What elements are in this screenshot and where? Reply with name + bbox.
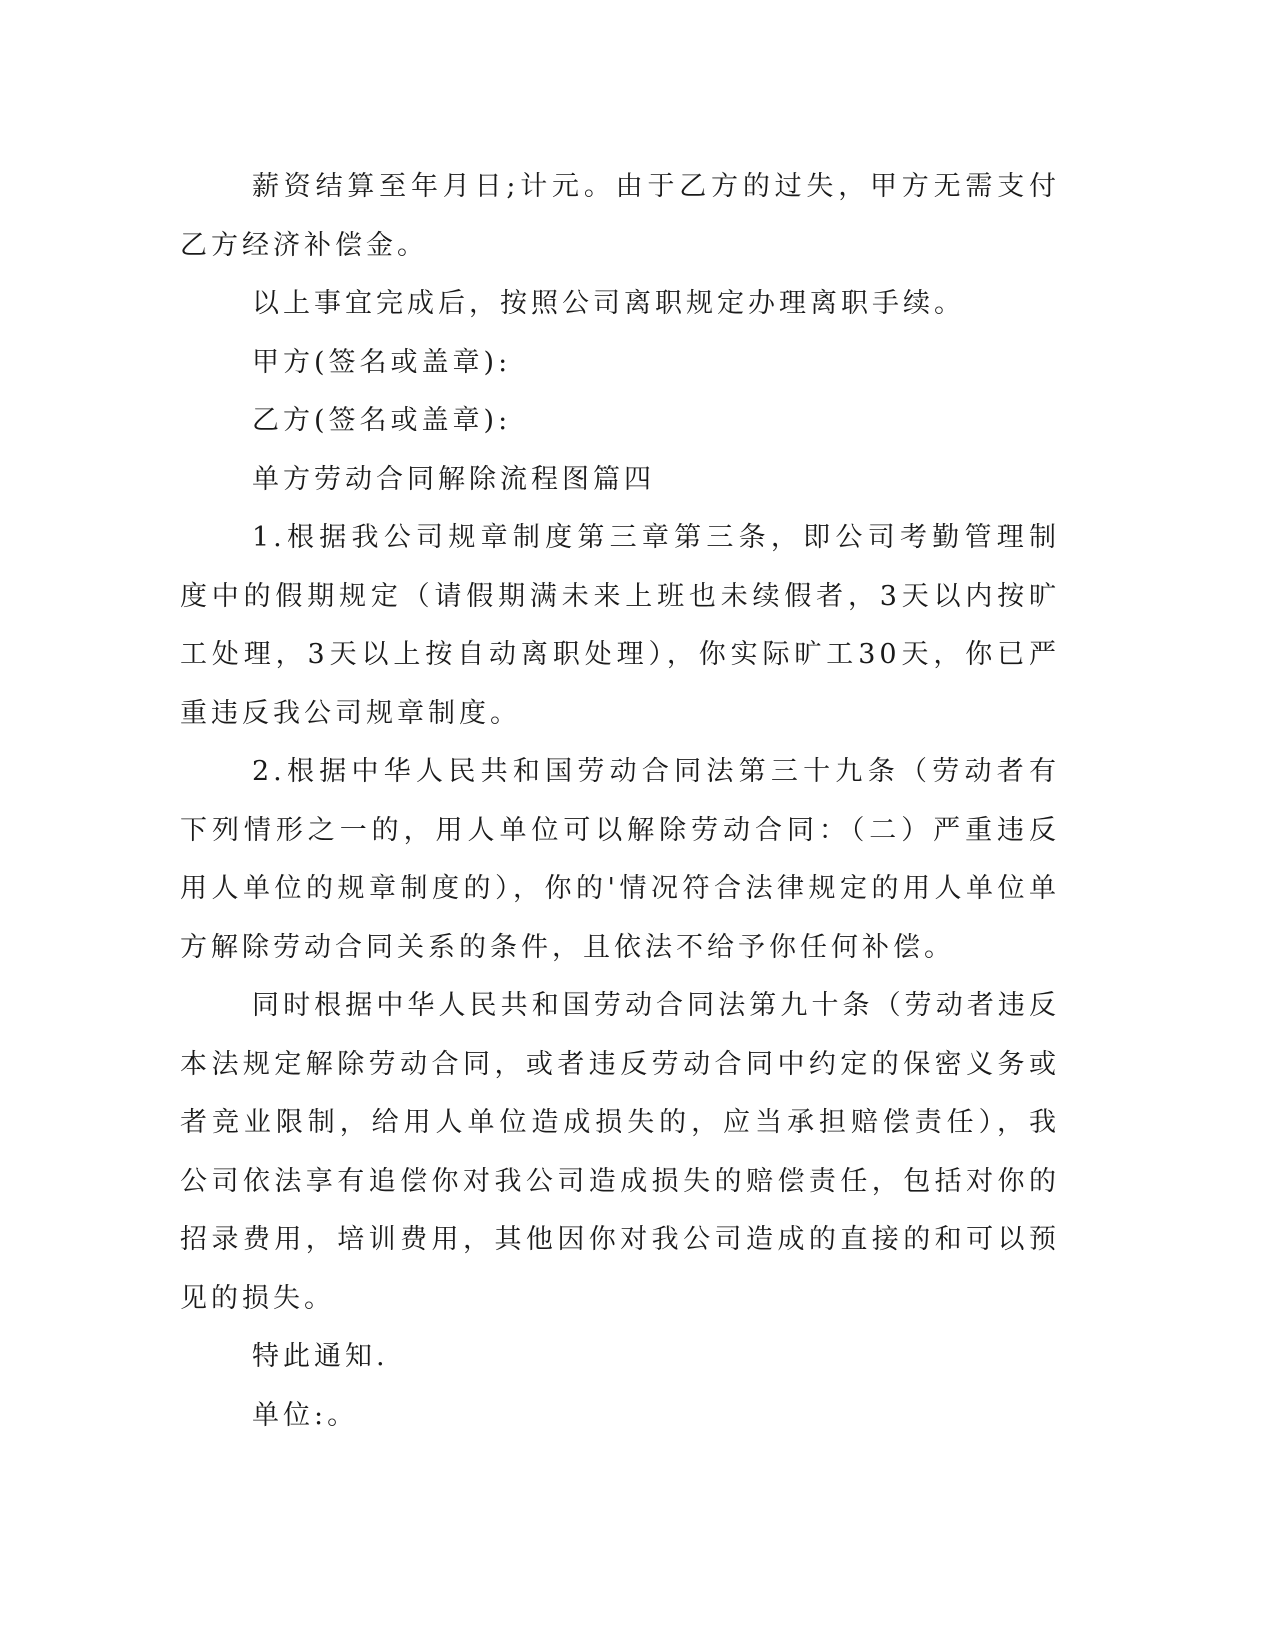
paragraph-unit: 单位:。 bbox=[252, 1399, 359, 1431]
document-body bbox=[180, 158, 1060, 1445]
paragraph-resignation-procedure: 以上事宜完成后，按照公司离职规定办理离职手续。 bbox=[252, 288, 965, 319]
paragraph-clause-2: 2.根据中华人民共和国劳动合同法第三十九条（劳动者有下列情形之一的，用人单位可以解除劳动合同：（二）严重违反用人单位的规章制度的），你的'情况符合法律规定的用人单位单方解除劳动合同关系的条件，且依法不给予你任何补偿。 bbox=[180, 756, 1060, 963]
paragraph-clause-1: 1.根据我公司规章制度第三章第三条，即公司考勤管理制度中的假期规定（请假期满未来上班也未续假者，3天以内按旷工处理，3天以上按自动离职处理），你实际旷工30天，你已严重违反我公司规章制度。 bbox=[180, 522, 1060, 729]
section-heading: 单方劳动合同解除流程图篇四 bbox=[252, 463, 655, 495]
paragraph-settlement: 薪资结算至年月日;计元。由于乙方的过失，甲方无需支付乙方经济补偿金。 bbox=[180, 171, 1060, 261]
paragraph-party-a-signature: 甲方(签名或盖章): bbox=[252, 346, 512, 378]
paragraph-notice: 特此通知. bbox=[252, 1341, 389, 1372]
paragraph-compensation-liability: 同时根据中华人民共和国劳动合同法第九十条（劳动者违反本法规定解除劳动合同，或者违反劳动合同中约定的保密义务或者竞业限制，给用人单位造成损失的，应当承担赔偿责任），我公司依法享有追偿你对我公司造成损失的赔偿责任，包括对你的招录费用，培训费用，其他因你对我公司造成的直接的和可以预见的损失。 bbox=[180, 990, 1060, 1314]
paragraph-party-b-signature: 乙方(签名或盖章): bbox=[252, 405, 512, 436]
